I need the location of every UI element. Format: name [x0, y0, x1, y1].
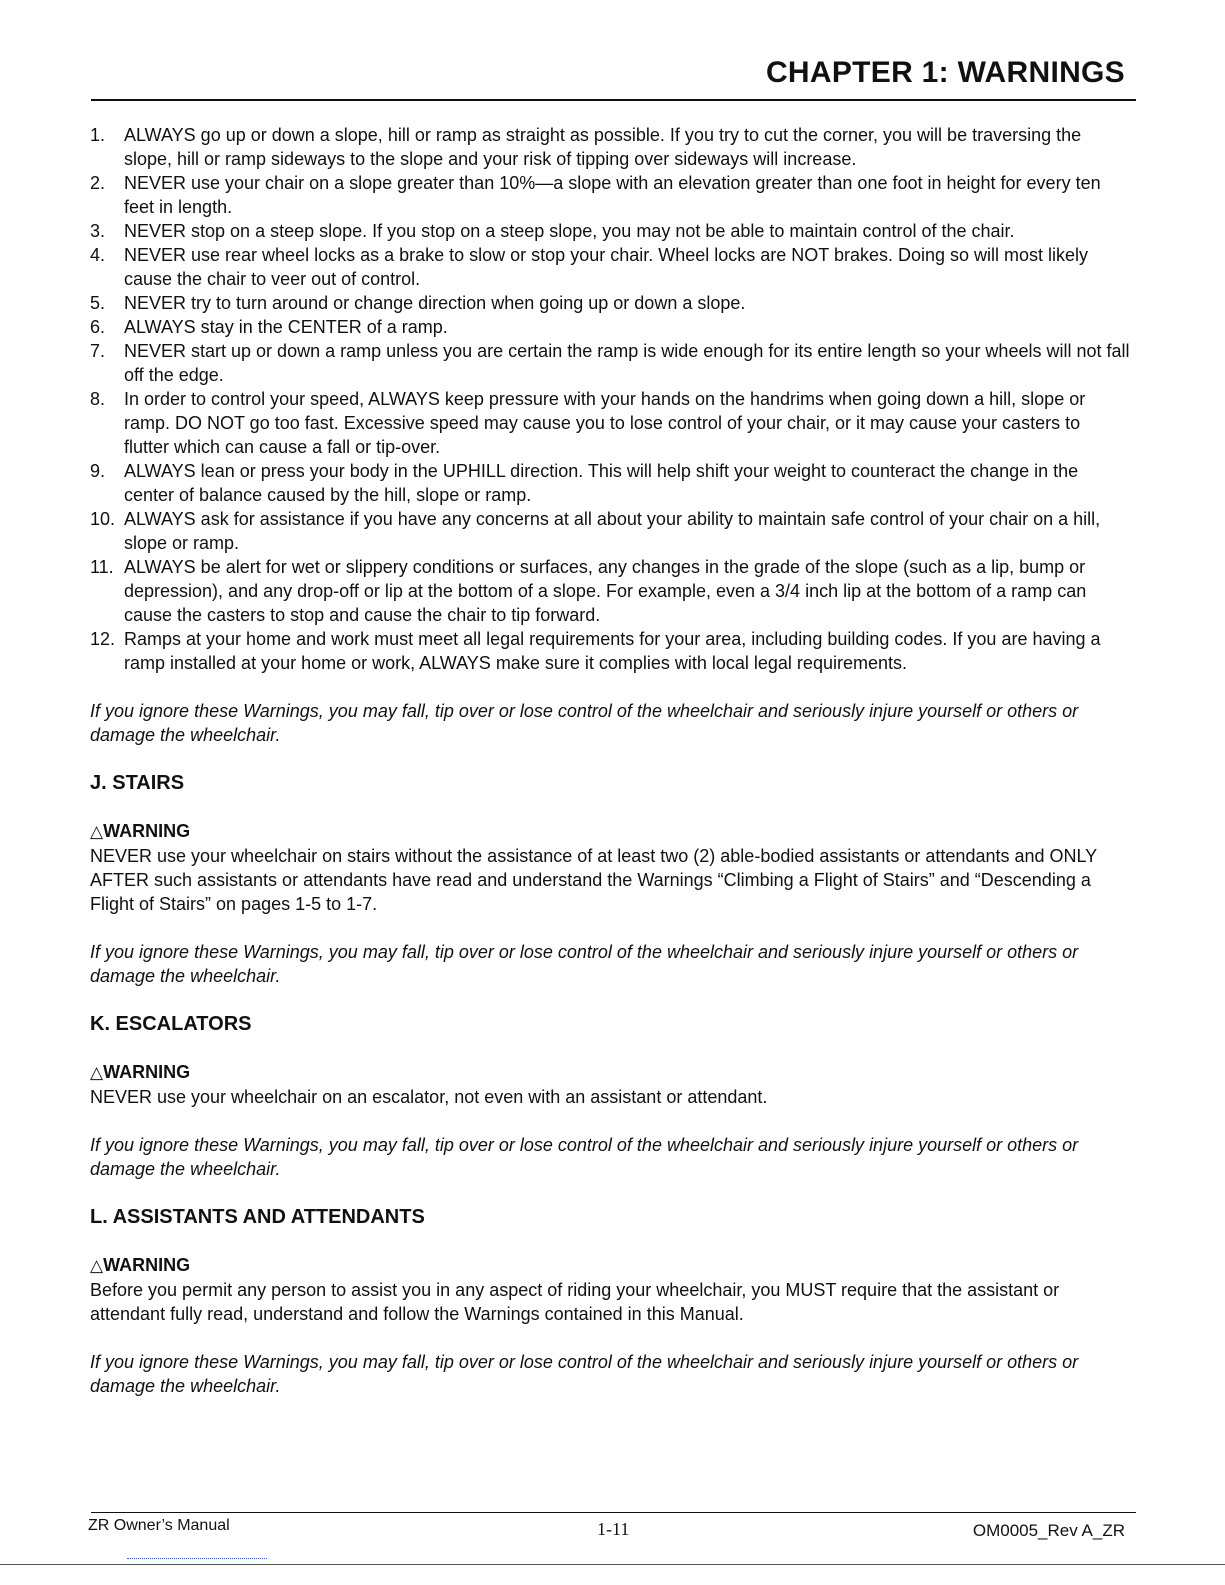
- list-number: 2.: [90, 173, 106, 193]
- list-item: [90, 387, 1130, 459]
- footer-doc-code: OM0005_Rev A_ZR: [972, 1521, 1125, 1540]
- list-item: [90, 339, 1130, 387]
- list-item: [90, 219, 1130, 243]
- list-number: 4.: [90, 245, 106, 265]
- slope-consequence-note: If you ignore these Warnings, you may fall, tip over or lose control of the wheelchair and seriously injure yourself or others or damage the wheelchair.: [90, 701, 1079, 745]
- list-item: [90, 291, 1130, 315]
- list-number: 9.: [90, 461, 106, 481]
- list-item: [90, 627, 1130, 675]
- slope-warning-list: [90, 123, 1130, 675]
- list-text: ALWAYS be alert for wet or slippery conditions or surfaces, any changes in the grade of the slope (such as a lip, bump or depression), and any drop-off or lip at the bottom of a slope. For example, even a 3/4 inch lip at the bottom of a ramp can cause the casters to stop and cause the chair to tip forward.: [124, 557, 1087, 625]
- footer-page-number: 1-11: [597, 1519, 630, 1539]
- list-number: 5.: [90, 293, 106, 313]
- warning-label-text: WARNING: [103, 1062, 191, 1082]
- warning-triangle-icon: △: [90, 822, 104, 841]
- bottom-link-underline: [127, 1557, 267, 1559]
- stairs-warning-text: NEVER use your wheelchair on stairs without the assistance of at least two (2) able-bodied assistants or attendants and ONLY AFTER such assistants or attendants have read and understand the Warnings “Climbing a Flight of Stairs” and “Descending a Flight of Stairs” on pages 1-5 to 1-7.: [90, 846, 1097, 914]
- list-text: NEVER use rear wheel locks as a brake to slow or stop your chair. Wheel locks are NOT brakes. Doing so will most likely cause the chair to veer out of control.: [124, 245, 1089, 289]
- assistants-warning-text: Before you permit any person to assist you in any aspect of riding your wheelchair, you MUST require that the assistant or attendant fully read, understand and follow the Warnings contained in this Manual.: [90, 1280, 1060, 1324]
- list-item: [90, 315, 1130, 339]
- list-text: ALWAYS go up or down a slope, hill or ramp as straight as possible. If you try to cut the corner, you will be traversing the slope, hill or ramp sideways to the slope and your risk of tipping over sideways will increase.: [124, 125, 1082, 169]
- list-item: [90, 507, 1130, 555]
- list-item: [90, 171, 1130, 219]
- escalators-consequence-note: If you ignore these Warnings, you may fall, tip over or lose control of the wheelchair and seriously injure yourself or others or damage the wheelchair.: [90, 1135, 1079, 1179]
- list-item: [90, 243, 1130, 291]
- list-number: 3.: [90, 221, 106, 241]
- list-number: 11.: [90, 557, 114, 577]
- list-number: 12.: [90, 629, 116, 649]
- list-number: 1.: [90, 125, 106, 145]
- list-text: NEVER use your chair on a slope greater than 10%—a slope with an elevation greater than one foot in height for every ten feet in length.: [124, 173, 1101, 217]
- list-text: Ramps at your home and work must meet all legal requirements for your area, including building codes. If you are having a ramp installed at your home or work, ALWAYS make sure it complies with local legal requirements.: [124, 629, 1101, 673]
- warning-triangle-icon: △: [90, 1256, 104, 1275]
- assistants-warning-label: [90, 1253, 1130, 1278]
- header-divider: [91, 99, 1136, 101]
- list-number: 10.: [90, 509, 116, 529]
- list-text: NEVER stop on a steep slope. If you stop on a steep slope, you may not be able to maintain control of the chair.: [124, 221, 1015, 241]
- escalators-section-heading: K. ESCALATORS: [90, 1013, 252, 1035]
- list-number: 8.: [90, 389, 106, 409]
- chapter-title: CHAPTER 1: WARNINGS: [765, 56, 1125, 89]
- list-item: [90, 123, 1130, 171]
- list-text: NEVER try to turn around or change direction when going up or down a slope.: [124, 293, 746, 313]
- assistants-consequence-note: If you ignore these Warnings, you may fall, tip over or lose control of the wheelchair and seriously injure yourself or others or damage the wheelchair.: [90, 1352, 1079, 1396]
- escalators-warning-text: NEVER use your wheelchair on an escalator, not even with an assistant or attendant.: [90, 1087, 768, 1107]
- list-item: [90, 555, 1130, 627]
- list-text: NEVER start up or down a ramp unless you are certain the ramp is wide enough for its entire length so your wheels will not fall off the edge.: [124, 341, 1130, 385]
- stairs-warning-label: [90, 819, 1130, 844]
- warning-label-text: WARNING: [103, 1255, 191, 1275]
- list-text: In order to control your speed, ALWAYS keep pressure with your hands on the handrims when going down a hill, slope or ramp. DO NOT go too fast. Excessive speed may cause you to lose control of your chair, or it may cause your casters to flutter which can cause a fall or tip-over.: [124, 389, 1086, 457]
- stairs-section-heading: J. STAIRS: [90, 772, 185, 794]
- list-number: 7.: [90, 341, 106, 361]
- page-bottom-edge: [0, 1564, 1225, 1565]
- list-text: ALWAYS ask for assistance if you have any concerns at all about your ability to maintain safe control of your chair on a hill, slope or ramp.: [124, 509, 1101, 553]
- page-content: [90, 123, 1130, 1398]
- stairs-consequence-note: If you ignore these Warnings, you may fall, tip over or lose control of the wheelchair and seriously injure yourself or others or damage the wheelchair.: [90, 942, 1079, 986]
- assistants-section-heading: L. ASSISTANTS AND ATTENDANTS: [90, 1206, 425, 1228]
- footer-divider: [91, 1512, 1136, 1513]
- list-item: [90, 459, 1130, 507]
- warning-label-text: WARNING: [103, 821, 191, 841]
- list-number: 6.: [90, 317, 106, 337]
- warning-triangle-icon: △: [90, 1063, 104, 1082]
- escalators-warning-label: [90, 1060, 1130, 1085]
- footer-manual-name: ZR Owner’s Manual: [88, 1517, 230, 1534]
- list-text: ALWAYS stay in the CENTER of a ramp.: [124, 317, 448, 337]
- list-text: ALWAYS lean or press your body in the UPHILL direction. This will help shift your weight to counteract the change in the center of balance caused by the hill, slope or ramp.: [124, 461, 1079, 505]
